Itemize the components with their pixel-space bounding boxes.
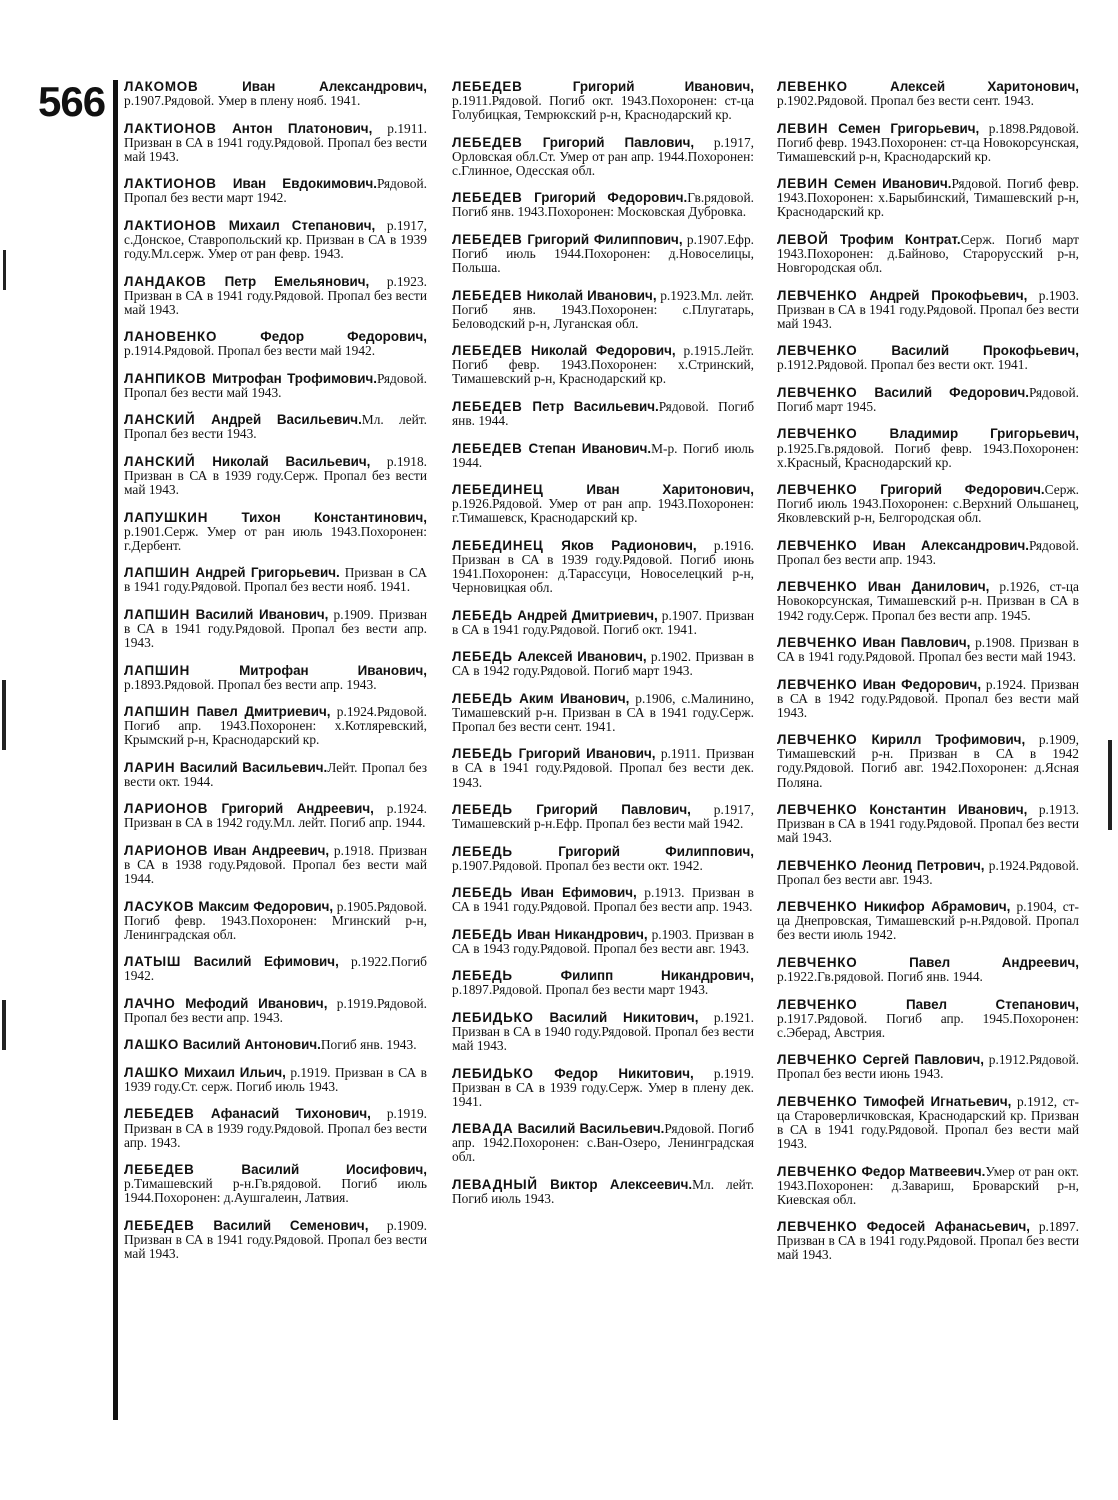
record-entry bbox=[124, 1219, 427, 1261]
entry-details: р.1893.Рядовой. Пропал без вести апр. 1943. bbox=[124, 676, 377, 692]
entry-details: р.1921. Призван в СА в 1940 году.Рядовой. Пропал без вести май 1943. bbox=[452, 1009, 754, 1054]
entry-given-name: Тимофей Игнатьевич, bbox=[857, 1093, 1012, 1109]
record-entry bbox=[777, 483, 1079, 525]
entry-surname: ЛАЧНО bbox=[124, 995, 176, 1011]
entry-surname: ЛАКТИОНОВ bbox=[124, 217, 217, 233]
entry-given-name: Андрей Васильевич. bbox=[195, 412, 362, 428]
entry-details: р.1911. Призван в СА в 1941 году.Рядовой. Пропал без вести дек. 1943. bbox=[452, 746, 755, 790]
entry-given-name: Михаил Ильич, bbox=[179, 1064, 286, 1080]
entry-given-name: Аким Иванович, bbox=[512, 690, 630, 706]
entry-given-name: Иван Харитонович, bbox=[543, 482, 754, 498]
entry-given-name: Антон Платонович, bbox=[216, 120, 373, 136]
record-entry bbox=[452, 233, 754, 275]
entry-surname: ЛЕВЕНКО bbox=[777, 79, 848, 94]
entry-details: М-р. Погиб июль 1944. bbox=[452, 440, 754, 470]
entry-given-name: Иван Евдокимович. bbox=[216, 176, 377, 192]
entry-surname: ЛАНПИКОВ bbox=[124, 370, 207, 386]
entry-given-name: Максим Федорович, bbox=[194, 898, 334, 914]
entry-details: р.1917, с.Донское, Ставропольский кр. Призван в СА в 1939 году.Мл.серж. Умер от ран февр. 1943. bbox=[124, 217, 427, 262]
entry-details: р.1913. Призван в СА в 1941 году.Рядовой. Пропал без вести май 1943. bbox=[777, 802, 1079, 846]
entry-given-name: Константин Иванович, bbox=[857, 802, 1028, 818]
record-entry bbox=[452, 969, 754, 997]
entry-surname: ЛЕВЧЕНКО bbox=[777, 996, 858, 1012]
entry-details: р.1916. Призван в СА в 1939 году.Рядовой. Погиб июнь 1941.Похоронен: д.Тарассуци, Новоселецкий р-н, Черновицкая обл. bbox=[452, 537, 754, 596]
entry-details: р.1919. Призван в СА в 1939 году.Ст. серж. Погиб июль 1943. bbox=[124, 1064, 427, 1094]
entry-details: Рядовой. Погиб февр. 1943.Похоронен: х.Барыбинский, Тимашевский р-н, Краснодарский кр. bbox=[777, 176, 1079, 220]
entry-details: р.1903. Призван в СА в 1941 году.Рядовой. Пропал без вести май 1943. bbox=[777, 287, 1079, 331]
entry-given-name: Григорий Павлович, bbox=[512, 802, 691, 818]
record-entry bbox=[452, 803, 754, 831]
entry-given-name: Филипп Никандрович, bbox=[512, 968, 754, 984]
entry-surname: ЛЕВИН bbox=[777, 120, 829, 136]
entry-details: р.Тимашевский р-н.Гв.рядовой. Погиб июль 1944.Похоронен: д.Аушгалеин, Латвия. bbox=[124, 1176, 427, 1206]
entry-details: р.1912.Рядовой. Пропал без вести окт. 1941. bbox=[777, 357, 1028, 373]
entry-details: р.1897. Призван в СА в 1941 году.Рядовой. Пропал без вести май 1943. bbox=[777, 1219, 1079, 1263]
record-entry bbox=[452, 136, 754, 178]
record-entry bbox=[777, 998, 1079, 1040]
record-entry bbox=[124, 566, 427, 594]
entry-surname: ЛАПШИН bbox=[124, 606, 191, 622]
record-entry bbox=[452, 80, 754, 122]
entry-details: р.1922.Гв.рядовой. Погиб янв. 1944. bbox=[777, 969, 983, 985]
entry-given-name: Василий Васильевич. bbox=[175, 759, 328, 775]
entry-given-name: Василий Иванович, bbox=[190, 606, 329, 622]
entry-surname: ЛЕВЧЕНКО bbox=[777, 732, 858, 748]
entry-details: р.1909. Призван в СА в 1941 году.Рядовой. Пропал без вести май 1943. bbox=[124, 1217, 427, 1261]
entry-surname: ЛАПШИН bbox=[124, 662, 191, 678]
record-entry bbox=[777, 344, 1079, 372]
entry-given-name: Григорий Андреевич, bbox=[208, 801, 374, 817]
entry-given-name: Иван Ефимович, bbox=[512, 885, 637, 901]
entry-details: р.1917, Тимашевский р-н.Ефр. Пропал без вести май 1942. bbox=[452, 802, 754, 832]
record-entry bbox=[777, 122, 1079, 164]
entry-given-name: Григорий Иванович, bbox=[512, 746, 656, 762]
record-entry bbox=[777, 1165, 1079, 1207]
entry-surname: ЛАКОМОВ bbox=[124, 79, 199, 94]
margin-rule bbox=[113, 80, 118, 1420]
entry-details: р.1923.Мл. лейт. Погиб янв. 1943.Похоронен: с.Плугатарь, Беловодский р-н, Луганская обл. bbox=[452, 287, 754, 331]
entry-details: р.1907. Призван в СА в 1941 году.Рядовой. Погиб окт. 1941. bbox=[452, 607, 754, 637]
record-entry bbox=[452, 650, 754, 678]
entry-details: р.1926, ст-ца Новокорсунская, Тимашевский р-н. Призван в СА в 1942 году.Серж. Пропал без вести апр. 1945. bbox=[777, 579, 1080, 623]
record-entry bbox=[777, 1053, 1079, 1081]
entry-details: р.1914.Рядовой. Пропал без вести май 1942. bbox=[124, 343, 376, 359]
record-entry bbox=[124, 802, 427, 830]
entry-surname: ЛЕВЧЕНКО bbox=[777, 1219, 858, 1235]
entry-details: р.1917.Рядовой. Погиб апр. 1945.Похоронен: с.Эберад, Австрия. bbox=[777, 1010, 1079, 1040]
entry-given-name: Василий Васильевич. bbox=[513, 1121, 665, 1137]
entry-details: Рядовой. Пропал без вести апр. 1943. bbox=[777, 537, 1079, 567]
record-entry bbox=[777, 1095, 1079, 1151]
entry-surname: ЛАРИОНОВ bbox=[124, 842, 209, 858]
entry-surname: ЛЕВЧЕНКО bbox=[777, 1093, 858, 1109]
entry-surname: ЛЕВЧЕНКО bbox=[777, 1163, 858, 1179]
entry-surname: ЛЕВАДА bbox=[452, 1121, 514, 1137]
entry-given-name: Яков Радионович, bbox=[543, 537, 697, 553]
record-entry bbox=[777, 859, 1079, 887]
entry-given-name: Митрофан Трофимович. bbox=[206, 370, 377, 386]
entry-given-name: Петр Васильевич. bbox=[522, 398, 659, 414]
entry-details: р.1918. Призван в СА в 1938 году.Рядовой. Пропал без вести май 1944. bbox=[124, 842, 427, 887]
entry-details: р.1919. Призван в СА в 1939 году.Рядовой. Пропал без вести апр. 1943. bbox=[124, 1106, 427, 1150]
record-entry bbox=[777, 80, 1079, 108]
entry-given-name: Павел Степанович, bbox=[857, 996, 1079, 1012]
entry-given-name: Алексей Харитонович, bbox=[847, 79, 1079, 94]
record-entry bbox=[777, 177, 1079, 219]
entry-surname: ЛАШКО bbox=[124, 1037, 180, 1053]
entry-given-name: Николай Иванович, bbox=[522, 287, 657, 303]
record-entry bbox=[777, 539, 1079, 567]
record-entry bbox=[452, 609, 754, 637]
entry-surname: ЛЕВЧЕНКО bbox=[777, 899, 858, 915]
entry-details: Рядовой. Погиб март 1945. bbox=[777, 384, 1079, 414]
entry-details: Рядовой. Погиб янв. 1944. bbox=[452, 398, 755, 429]
entry-details: Погиб янв. 1943. bbox=[320, 1037, 417, 1053]
entry-surname: ЛЕВЧЕНКО bbox=[777, 426, 858, 442]
entry-details: р.1926.Рядовой. Умер от ран апр. 1943.Похоронен: г.Тимашевск, Краснодарский кр. bbox=[452, 496, 754, 526]
entry-surname: ЛЕВЧЕНКО bbox=[777, 537, 858, 553]
record-entry bbox=[452, 692, 754, 734]
record-entry bbox=[124, 511, 427, 553]
record-entry bbox=[777, 900, 1079, 942]
entry-given-name: Иван Александрович. bbox=[857, 537, 1029, 553]
record-entry bbox=[124, 997, 427, 1025]
page-number: 566 bbox=[38, 78, 106, 125]
entry-surname: ЛАНСКИЙ bbox=[124, 453, 196, 469]
entry-details: Гв.рядовой. Погиб янв. 1943.Похоронен: Московская Дубровка. bbox=[452, 190, 754, 220]
entry-details: р.1902.Рядовой. Пропал без вести сент. 1943. bbox=[777, 93, 1034, 109]
record-entry bbox=[124, 1107, 427, 1149]
record-entry bbox=[124, 177, 427, 205]
entry-given-name: Афанасий Тихонович, bbox=[194, 1106, 371, 1122]
record-entry bbox=[777, 733, 1079, 789]
entry-surname: ЛАСУКОВ bbox=[124, 898, 195, 914]
entry-given-name: Петр Емельянович, bbox=[206, 273, 370, 289]
entry-given-name: Андрей Дмитриевич, bbox=[512, 607, 658, 623]
entry-surname: ЛАКТИОНОВ bbox=[124, 176, 217, 192]
entry-given-name: Николай Федорович, bbox=[522, 343, 676, 359]
entry-details: р.1912.Рядовой. Пропал без вести июнь 1943. bbox=[777, 1052, 1079, 1082]
record-entry bbox=[452, 1067, 754, 1109]
entry-given-name: Василий Ефимович, bbox=[181, 954, 339, 970]
entry-details: Рядовой. Пропал без вести март 1942. bbox=[124, 176, 427, 206]
entry-surname: ЛЕВЧЕНКО bbox=[777, 954, 858, 970]
entry-surname: ЛАТЫШ bbox=[124, 954, 182, 970]
entry-surname: ЛАРИН bbox=[124, 759, 176, 775]
entry-given-name: Павел Андреевич, bbox=[857, 954, 1079, 970]
entry-given-name: Михаил Степанович, bbox=[216, 217, 376, 233]
entry-surname: ЛЕВАДНЫЙ bbox=[452, 1176, 538, 1192]
record-entry bbox=[777, 580, 1079, 622]
entry-surname: ЛЕБЕДИНЕЦ bbox=[452, 482, 544, 498]
scan-artifact bbox=[1108, 740, 1112, 830]
entry-details: Лейт. Пропал без вести окт. 1944. bbox=[124, 759, 427, 789]
entry-details: Призван в СА в 1941 году.Рядовой. Пропал без вести нояб. 1941. bbox=[124, 565, 427, 595]
record-entry bbox=[124, 330, 427, 358]
entry-given-name: Степан Иванович. bbox=[522, 440, 652, 456]
entry-details: р.1911.Рядовой. Погиб окт. 1943.Похоронен: ст-ца Голубицкая, Темрюкский р-н, Краснодарский кр. bbox=[452, 93, 754, 123]
entry-surname: ЛЕБЕДЕВ bbox=[452, 79, 523, 94]
entry-given-name: Митрофан Иванович, bbox=[190, 662, 427, 678]
entry-given-name: Василий Антонович. bbox=[179, 1037, 321, 1053]
entry-surname: ЛЕВЧЕНКО bbox=[777, 1052, 858, 1068]
entry-given-name: Андрей Прокофьевич, bbox=[857, 287, 1028, 303]
record-entry bbox=[124, 413, 427, 441]
entry-given-name: Федор Федорович, bbox=[217, 329, 427, 345]
entry-details: р.1905.Рядовой. Погиб февр. 1943.Похоронен: Мгинский р-н, Ленинградская обл. bbox=[124, 898, 427, 942]
entry-details: р.1907.Ефр. Погиб июль 1944.Похоронен: д.Новоселицы, Польша. bbox=[452, 231, 754, 276]
column-3 bbox=[777, 80, 1079, 1276]
entry-details: р.1919.Рядовой. Пропал без вести апр. 1943. bbox=[124, 995, 427, 1025]
record-entry bbox=[777, 636, 1079, 664]
scan-artifact bbox=[2, 1000, 6, 1050]
column-2 bbox=[452, 80, 754, 1220]
entry-surname: ЛЕБЕДЬ bbox=[452, 649, 513, 665]
entry-surname: ЛЕБЕДЕВ bbox=[124, 1217, 195, 1233]
entry-details: р.1904, ст-ца Днепровская, Тимашевский р-н.Рядовой. Пропал без вести июль 1942. bbox=[777, 899, 1079, 943]
entry-given-name: Никифор Абрамович, bbox=[857, 899, 1011, 915]
entry-details: р.1925.Гв.рядовой. Погиб февр. 1943.Похоронен: х.Красный, Краснодарский кр. bbox=[777, 440, 1079, 470]
entry-surname: ЛЕБЕДЬ bbox=[452, 607, 513, 623]
record-entry bbox=[452, 442, 754, 470]
entry-surname: ЛЕБЕДЬ bbox=[452, 926, 513, 942]
entry-surname: ЛАПШИН bbox=[124, 704, 191, 720]
entry-surname: ЛЕБЕДЕВ bbox=[452, 398, 523, 414]
entry-surname: ЛАПШИН bbox=[124, 565, 191, 581]
record-entry bbox=[124, 1066, 427, 1094]
record-entry bbox=[124, 275, 427, 317]
entry-surname: ЛЕБЕДЕВ bbox=[452, 440, 523, 456]
entry-surname: ЛЕВЧЕНКО bbox=[777, 287, 858, 303]
entry-surname: ЛЕБЕДЕВ bbox=[452, 231, 523, 247]
entry-details: р.1902. Призван в СА в 1942 году.Рядовой. Погиб март 1943. bbox=[452, 649, 754, 679]
entry-given-name: Василий Федорович. bbox=[857, 384, 1029, 400]
entry-given-name: Иван Павлович, bbox=[857, 635, 971, 651]
record-entry bbox=[124, 372, 427, 400]
record-entry bbox=[777, 427, 1079, 469]
entry-given-name: Андрей Григорьевич. bbox=[190, 565, 340, 581]
entry-surname: ЛЕБЕДЕВ bbox=[124, 1162, 195, 1178]
entry-given-name: Василий Никитович, bbox=[533, 1009, 699, 1025]
entry-surname: ЛЕВЧЕНКО bbox=[777, 384, 858, 400]
record-entry bbox=[124, 122, 427, 164]
record-entry bbox=[124, 455, 427, 497]
entry-surname: ЛЕБЕДЬ bbox=[452, 968, 513, 984]
entry-given-name: Владимир Григорьевич, bbox=[857, 426, 1079, 442]
record-entry bbox=[124, 80, 427, 108]
record-entry bbox=[777, 386, 1079, 414]
record-entry bbox=[452, 928, 754, 956]
entry-given-name: Кирилл Трофимович, bbox=[857, 732, 1026, 748]
entry-given-name: Григорий Федорович. bbox=[522, 190, 688, 206]
entry-details: Мл. лейт. Пропал без вести 1943. bbox=[124, 412, 427, 442]
entry-surname: ЛЕБЕДЬ bbox=[452, 690, 513, 706]
record-entry bbox=[124, 955, 427, 983]
entry-given-name: Леонид Петрович, bbox=[857, 857, 985, 873]
entry-details: р.1919. Призван в СА в 1939 году.Серж. Умер в плену дек. 1941. bbox=[452, 1065, 754, 1109]
record-entry bbox=[124, 219, 427, 261]
entry-surname: ЛЕВЧЕНКО bbox=[777, 635, 858, 651]
entry-details: Рядовой. Погиб апр. 1942.Похоронен: с.Ван-Озеро, Ленинградская обл. bbox=[452, 1121, 754, 1165]
entry-given-name: Семен Иванович. bbox=[828, 176, 952, 192]
entry-surname: ЛЕБЕДЬ bbox=[452, 746, 513, 762]
record-entry bbox=[124, 1163, 427, 1205]
record-entry bbox=[452, 886, 754, 914]
record-entry bbox=[777, 1220, 1079, 1262]
entry-given-name: Григорий Федорович. bbox=[857, 482, 1045, 498]
entry-details: р.1924. Призван в СА в 1942 году.Мл. лейт. Погиб апр. 1944. bbox=[124, 801, 427, 831]
record-entry bbox=[452, 845, 754, 873]
entry-given-name: Иван Никандрович, bbox=[512, 926, 648, 942]
record-entry bbox=[452, 289, 754, 331]
entry-surname: ЛАШКО bbox=[124, 1064, 180, 1080]
record-entry bbox=[452, 483, 754, 525]
entry-surname: ЛАПУШКИН bbox=[124, 509, 209, 525]
entry-surname: ЛЕБЕДЬ bbox=[452, 885, 513, 901]
record-entry bbox=[452, 191, 754, 219]
entry-given-name: Василий Прокофьевич, bbox=[857, 343, 1079, 359]
entry-given-name: Григорий Филиппович, bbox=[522, 231, 683, 247]
entry-surname: ЛАНОВЕНКО bbox=[124, 329, 218, 345]
entry-details: р.1918. Призван в СА в 1939 году.Серж. Пропал без вести май 1943. bbox=[124, 453, 427, 498]
entry-surname: ЛАНСКИЙ bbox=[124, 412, 196, 428]
record-entry bbox=[452, 539, 754, 595]
entry-details: р.1907.Рядовой. Умер в плену нояб. 1941. bbox=[124, 93, 361, 109]
entry-details: р.1898.Рядовой. Погиб февр. 1943.Похоронен: ст-ца Новокорсунская, Тимашевский р-н, Краснодарский кр. bbox=[777, 120, 1079, 164]
entry-details: р.1922.Погиб 1942. bbox=[124, 954, 427, 984]
record-entry bbox=[452, 344, 754, 386]
entry-details: р.1913. Призван в СА в 1941 году.Рядовой. Пропал без вести апр. 1943. bbox=[452, 885, 754, 915]
entry-surname: ЛЕБЕДЕВ bbox=[452, 190, 523, 206]
entry-given-name: Иван Федорович, bbox=[857, 676, 982, 692]
scan-artifact bbox=[2, 680, 6, 750]
entry-surname: ЛЕБЕДЕВ bbox=[452, 343, 523, 359]
record-entry bbox=[124, 1038, 427, 1052]
entry-details: р.1924.Рядовой. Погиб апр. 1943.Похоронен: х.Котляревский, Крымский р-н, Краснодарский кр. bbox=[124, 704, 427, 748]
entry-details: р.1903. Призван в СА в 1943 году.Рядовой. Пропал без вести авг. 1943. bbox=[452, 926, 754, 956]
entry-surname: ЛЕВЧЕНКО bbox=[777, 343, 858, 359]
entry-details: р.1924.Рядовой. Пропал без вести авг. 1943. bbox=[777, 857, 1079, 887]
entry-given-name: Федор Матвеевич. bbox=[857, 1163, 986, 1179]
entry-given-name: Григорий Иванович, bbox=[522, 79, 754, 94]
entry-surname: ЛЕБЕДЬ bbox=[452, 843, 513, 859]
entry-given-name: Мефодий Иванович, bbox=[175, 995, 328, 1011]
entry-details: Серж. Погиб март 1943.Похоронен: д.Байново, Старорусский р-н, Новгородская обл. bbox=[777, 231, 1079, 276]
entry-details: Мл. лейт. Погиб июль 1943. bbox=[452, 1176, 754, 1207]
entry-given-name: Федосей Афанасьевич, bbox=[857, 1219, 1030, 1235]
entry-details: Рядовой. Пропал без вести май 1943. bbox=[124, 370, 427, 400]
record-entry bbox=[452, 1122, 754, 1164]
entry-details: р.1908. Призван в СА в 1941 году.Рядовой. Пропал без вести май 1943. bbox=[777, 635, 1079, 665]
entry-details: р.1912, ст-ца Староверличковская, Краснодарский кр. Призван в СА в 1941 году.Рядовой. Пропал без вести май 1943. bbox=[777, 1093, 1079, 1152]
entry-details: р.1911. Призван в СА в 1941 году.Рядовой. Пропал без вести май 1943. bbox=[124, 120, 427, 164]
entry-surname: ЛЕБЕДЬ bbox=[452, 802, 513, 818]
entry-given-name: Василий Семенович, bbox=[194, 1217, 369, 1233]
entry-surname: ЛЕБЕДЕВ bbox=[124, 1106, 195, 1122]
record-entry bbox=[452, 1011, 754, 1053]
record-entry bbox=[452, 1178, 754, 1206]
scan-artifact bbox=[3, 250, 6, 290]
entry-given-name: Павел Дмитриевич, bbox=[190, 704, 331, 720]
record-entry bbox=[124, 761, 427, 789]
entry-surname: ЛЕБЕДЕВ bbox=[452, 287, 523, 303]
entry-surname: ЛАРИОНОВ bbox=[124, 801, 209, 817]
record-entry bbox=[452, 747, 754, 789]
entry-details: р.1906, с.Малинино, Тимашевский р-н. Призван в СА в 1941 году.Серж. Пропал без вести сент. 1941. bbox=[452, 690, 754, 734]
entry-surname: ЛЕВЧЕНКО bbox=[777, 802, 858, 818]
entry-details: р.1909. Призван в СА в 1941 году.Рядовой. Пропал без вести апр. 1943. bbox=[124, 606, 427, 651]
entry-details: р.1917, Орловская обл.Ст. Умер от ран апр. 1944.Похоронен: с.Глинное, Одесская обл. bbox=[452, 134, 754, 178]
entry-given-name: Федор Никитович, bbox=[533, 1065, 694, 1081]
record-entry bbox=[777, 803, 1079, 845]
record-entry bbox=[452, 400, 754, 428]
entry-surname: ЛЕВЧЕНКО bbox=[777, 857, 858, 873]
entry-given-name: Григорий Филиппович, bbox=[512, 843, 754, 859]
entry-surname: ЛЕБИДЬКО bbox=[452, 1065, 534, 1081]
entry-surname: ЛЕБИДЬКО bbox=[452, 1009, 534, 1025]
entry-given-name: Николай Васильевич, bbox=[195, 453, 371, 469]
entry-details: р.1907.Рядовой. Пропал без вести окт. 1942. bbox=[452, 857, 703, 873]
entry-details: Умер от ран окт. 1943.Похоронен: д.Завариш, Броварский р-н, Киевская обл. bbox=[777, 1163, 1079, 1207]
entry-details: Серж. Погиб июль 1943.Похоронен: с.Верхний Ольшанец, Яковлевский р-н, Белгородская обл. bbox=[777, 482, 1079, 526]
entry-details: р.1901.Серж. Умер от ран июль 1943.Похоронен: г.Дербент. bbox=[124, 523, 427, 553]
record-entry bbox=[124, 900, 427, 942]
entry-given-name: Иван Александрович, bbox=[198, 79, 427, 94]
record-entry bbox=[777, 678, 1079, 720]
entry-given-name: Василий Иосифович, bbox=[194, 1162, 427, 1178]
entry-surname: ЛАКТИОНОВ bbox=[124, 120, 217, 136]
entry-surname: ЛЕВЧЕНКО bbox=[777, 676, 858, 692]
record-entry bbox=[124, 705, 427, 747]
column-1 bbox=[124, 80, 427, 1274]
entry-given-name: Виктор Алексеевич. bbox=[537, 1176, 693, 1192]
entry-details: р.1915.Лейт. Погиб февр. 1943.Похоронен: х.Стринский, Тимашевский р-н, Краснодарский кр. bbox=[452, 343, 754, 387]
entry-surname: ЛЕВИН bbox=[777, 176, 829, 192]
entry-surname: ЛАНДАКОВ bbox=[124, 273, 207, 289]
entry-given-name: Иван Данилович, bbox=[857, 579, 990, 595]
entry-details: р.1924. Призван в СА в 1942 году.Рядовой. Пропал без вести май 1943. bbox=[777, 676, 1079, 720]
entry-surname: ЛЕВЧЕНКО bbox=[777, 579, 858, 595]
entry-surname: ЛЕБЕДЕВ bbox=[452, 134, 523, 150]
entry-given-name: Трофим Контрат. bbox=[828, 231, 961, 247]
record-entry bbox=[777, 233, 1079, 275]
entry-details: р.1909, Тимашевский р-н. Призван в СА в 1942 году.Рядовой. Погиб авг. 1942.Похоронен: д.Ясная Поляна. bbox=[777, 732, 1079, 790]
record-entry bbox=[777, 289, 1079, 331]
entry-surname: ЛЕБЕДИНЕЦ bbox=[452, 537, 544, 553]
entry-given-name: Алексей Иванович, bbox=[512, 649, 647, 665]
entry-surname: ЛЕВОЙ bbox=[777, 231, 829, 247]
entry-given-name: Григорий Павлович, bbox=[522, 134, 695, 150]
entry-given-name: Тихон Константинович, bbox=[208, 509, 427, 525]
record-entry bbox=[124, 608, 427, 650]
entry-given-name: Иван Андреевич, bbox=[208, 842, 330, 858]
entry-details: р.1923. Призван в СА в 1941 году.Рядовой. Пропал без вести май 1943. bbox=[124, 273, 427, 317]
record-entry bbox=[124, 844, 427, 886]
entry-given-name: Семен Григорьевич, bbox=[828, 120, 980, 136]
record-entry bbox=[777, 956, 1079, 984]
record-entry bbox=[124, 664, 427, 692]
entry-given-name: Сергей Павлович, bbox=[857, 1052, 984, 1068]
entry-surname: ЛЕВЧЕНКО bbox=[777, 482, 858, 498]
entry-details: р.1897.Рядовой. Пропал без вести март 1943. bbox=[452, 982, 709, 998]
